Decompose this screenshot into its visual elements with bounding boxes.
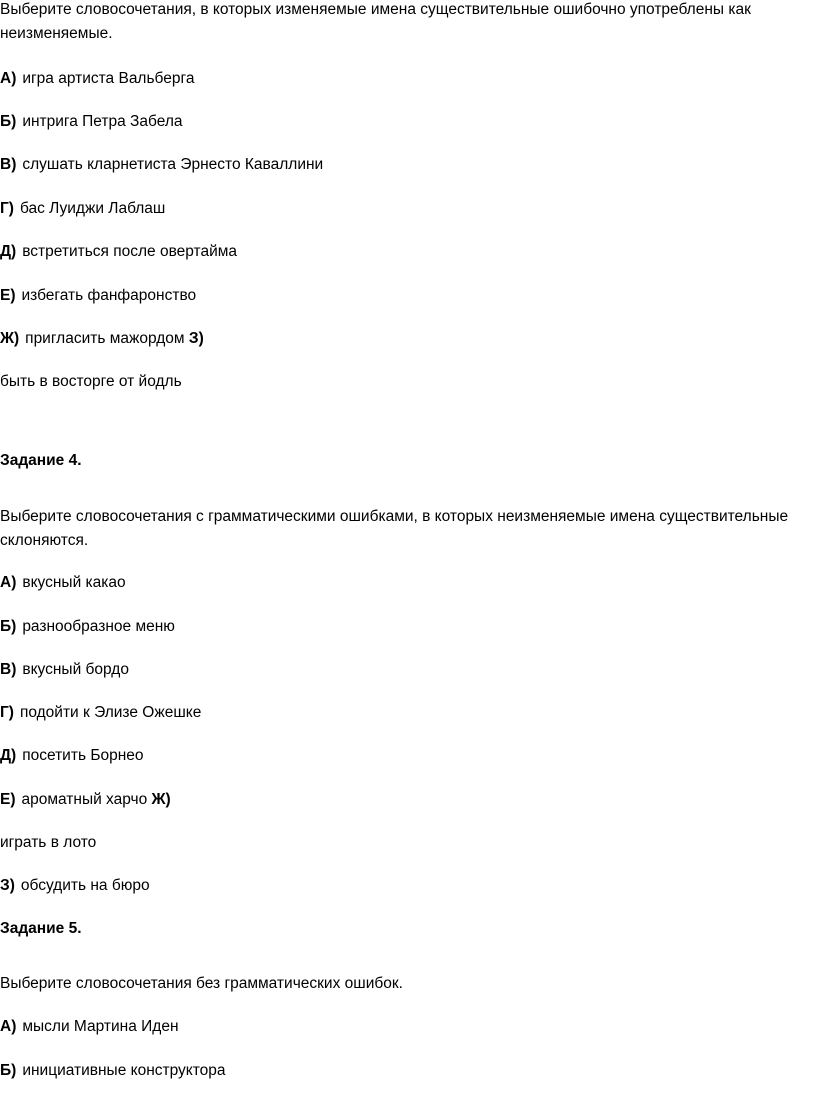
option-letter: Г) (0, 704, 14, 721)
option-text: вкусный какао (22, 574, 126, 591)
task4-heading: Задание 4. (0, 452, 82, 469)
task3-option-a (0, 69, 194, 89)
task4-option-a (0, 573, 126, 593)
option-text: пригласить мажордом (25, 330, 185, 347)
option-letter: З) (0, 877, 15, 894)
task4-option-e (0, 790, 171, 810)
option-letter: В) (0, 156, 17, 173)
option-letter: Ж) (151, 791, 171, 808)
task5-option-a (0, 1017, 179, 1037)
task3-option-d (0, 242, 237, 262)
option-letter: Д) (0, 747, 17, 764)
task3-option-v (0, 155, 323, 175)
option-letter: В) (0, 661, 17, 678)
option-letter: Е) (0, 791, 16, 808)
option-letter: А) (0, 70, 17, 87)
option-letter: Д) (0, 243, 17, 260)
option-text: мысли Мартина Иден (22, 1018, 179, 1035)
option-letter: Б) (0, 618, 17, 635)
task4-instruction: Выберите словосочетания с грамматическими ошибками, в которых неизменяемые имена существительные склоняются. (0, 508, 789, 549)
task3-instruction: Выберите словосочетания, в которых изменяемые имена существительные ошибочно употреблены как неизменяемые. (0, 1, 751, 42)
option-text: ароматный харчо (21, 791, 148, 808)
option-text: вкусный бордо (22, 661, 129, 678)
task4-option-z (0, 876, 150, 896)
option-text: избегать фанфаронство (21, 287, 197, 304)
option-text: обсудить на бюро (20, 877, 150, 894)
option-letter: З) (188, 330, 204, 347)
option-text: встретиться после овертайма (22, 243, 238, 260)
task3-option-e (0, 286, 196, 306)
option-text: разнообразное меню (22, 618, 175, 635)
option-text: подойти к Элизе Ожешке (19, 704, 202, 721)
task3-option-g (0, 199, 165, 219)
task4-option-b (0, 617, 175, 637)
option-text: играть в лото (0, 834, 97, 851)
task4-option-v (0, 660, 129, 680)
option-letter: Б) (0, 1062, 17, 1079)
task4-option-g (0, 703, 201, 723)
option-letter: Г) (0, 200, 14, 217)
task5-heading: Задание 5. (0, 920, 82, 937)
option-text: слушать кларнетиста Эрнесто Каваллини (22, 156, 324, 173)
option-text: посетить Борнео (22, 747, 144, 764)
option-text: бас Луиджи Лаблаш (19, 200, 166, 217)
option-letter: А) (0, 574, 17, 591)
task3-option-b (0, 112, 183, 132)
option-letter: Б) (0, 113, 17, 130)
task3-option-z (0, 372, 182, 392)
task4-option-d (0, 746, 144, 766)
task5-instruction: Выберите словосочетания без грамматических ошибок. (0, 975, 403, 992)
option-letter: А) (0, 1018, 17, 1035)
option-text: инициативные конструктора (22, 1062, 226, 1079)
option-letter: Ж) (0, 330, 20, 347)
option-text: игра артиста Вальберга (22, 70, 195, 87)
task5-option-b (0, 1061, 226, 1081)
option-letter: Е) (0, 287, 16, 304)
option-text: интрига Петра Забела (22, 113, 183, 130)
option-text: быть в восторге от йодль (0, 373, 182, 390)
task4-option-zh (0, 833, 96, 853)
task3-option-zh (0, 329, 204, 349)
